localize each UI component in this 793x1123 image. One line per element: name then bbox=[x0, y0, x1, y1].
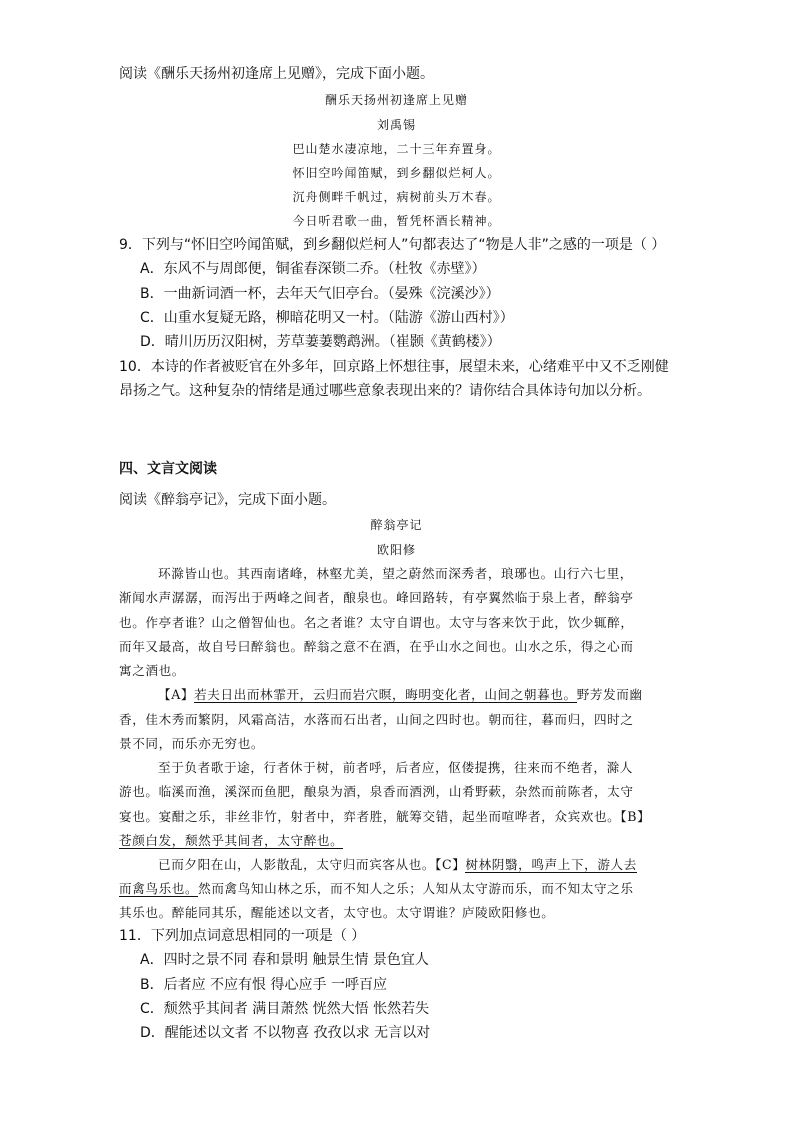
essay-line: 环滁皆山也。其西南诸峰，林壑尤美，望之蔚然而深秀者，琅琊也。山行六七里， bbox=[158, 566, 633, 581]
question-11-option-d: D．醒能述以文者 不以物喜 孜孜以求 无言以对 bbox=[140, 1025, 431, 1041]
essay-line bbox=[119, 879, 634, 899]
essay-title: 醉翁亭记 bbox=[370, 518, 423, 532]
essay-text: 野芳发而幽 bbox=[576, 687, 643, 702]
question-11-stem: 11．下列加点词意思相同的一项是（ ） bbox=[119, 928, 366, 944]
question-11-option-c: C．颓然乎其间者 满目萧然 恍然大悟 怅然若失 bbox=[140, 1001, 430, 1017]
underlined-sentence-a: 若夫日出而林霏开，云归而岩穴暝，晦明变化者，山间之朝暮也。 bbox=[194, 687, 577, 702]
essay-author: 欧阳修 bbox=[376, 543, 416, 557]
essay-line: 而年又最高，故自号曰醉翁也。醉翁之意不在酒，在乎山水之间也。山水之乐，得之心而 bbox=[119, 639, 634, 654]
essay-text: 然而禽鸟知山林之乐，而不知人之乐；人知从太守游而乐，而不知太守之乐 bbox=[198, 881, 634, 896]
essay-text: 已而夕阳在山，人影散乱，太守归而宾客从也。【C】 bbox=[158, 857, 466, 872]
essay-line bbox=[158, 685, 643, 705]
underlined-sentence-c-end: 而禽鸟乐也。 bbox=[119, 881, 199, 896]
poem-line: 沉舟侧畔千帆过，病树前头万木春。 bbox=[292, 190, 501, 204]
question-11-option-b: B．后者应 不应有恨 得心应手 一呼百应 bbox=[140, 977, 387, 993]
essay-line bbox=[158, 855, 637, 875]
question-11-option-a: A．四时之景不同 春和景明 触景生情 景色宜人 bbox=[140, 952, 429, 968]
essay-line: 景不同，而乐亦无穷也。 bbox=[119, 736, 265, 751]
poem-line: 怀旧空吟闻笛赋，到乡翻似烂柯人。 bbox=[292, 166, 501, 180]
essay-line: 其乐也。醉能同其乐，醒能述以文者，太守也。太守谓谁？庐陵欧阳修也。 bbox=[119, 905, 555, 920]
essay-line: 渐闻水声潺潺，而泻出于两峰之间者，酿泉也。峰回路转，有亭翼然临于泉上者，醉翁亭 bbox=[119, 590, 634, 605]
essay-line: 宴也。宴酣之乐，非丝非竹，射者中，弈者胜，觥筹交错，起坐而喧哗者，众宾欢也。【B】 bbox=[119, 809, 651, 824]
question-10-line: 10．本诗的作者被贬官在外多年，回京路上怀想往事，展望未来，心绪难平中又不乏刚健 bbox=[119, 359, 669, 375]
question-10-line: 昂扬之气。这种复杂的情绪是通过哪些意象表现出来的？请你结合具体诗句加以分析。 bbox=[119, 383, 651, 399]
poem-title: 酬乐天扬州初逢席上见赠 bbox=[324, 93, 468, 107]
essay-line: 至于负者歌于途，行者休于树，前者呼，后者应，伛偻提携，往来而不绝者，滁人 bbox=[158, 760, 633, 775]
poem-line: 巴山楚水凄凉地，二十三年弃置身。 bbox=[292, 142, 501, 156]
section-heading: 四、文言文阅读 bbox=[119, 461, 217, 477]
essay-line: 游也。临溪而渔，溪深而鱼肥，酿泉为酒，泉香而酒洌，山肴野蔌，杂然而前陈者，太守 bbox=[119, 784, 634, 799]
poem-author: 刘禹锡 bbox=[376, 118, 416, 132]
essay-line: 香，佳木秀而繁阴，风霜高洁，水落而石出者，山间之四时也。朝而往，暮而归，四时之 bbox=[119, 712, 634, 727]
question-9-option-a: A．东风不与周郎便，铜雀春深锁二乔。（杜牧《赤壁》） bbox=[140, 261, 486, 277]
question-9-option-d: D．晴川历历汉阳树，芳草萋萋鹦鹉洲。（崔颢《黄鹤楼》） bbox=[140, 334, 501, 350]
essay-line: 也。作亭者谁？山之僧智仙也。名之者谁？太守自谓也。太守与客来饮于此，饮少辄醉， bbox=[119, 615, 634, 630]
question-9-option-c: C．山重水复疑无路，柳暗花明又一村。（陆游《游山西村》） bbox=[140, 310, 514, 326]
poem-line: 今日听君歌一曲，暂凭杯酒长精神。 bbox=[292, 214, 501, 228]
underlined-sentence-b: 苍颜白发，颓然乎其间者，太守醉也。 bbox=[119, 833, 344, 848]
essay-line bbox=[119, 831, 343, 851]
intro-essay: 阅读《醉翁亭记》，完成下面小题。 bbox=[119, 492, 336, 508]
mark-a: 【A】 bbox=[158, 687, 195, 702]
underlined-sentence-c: 树林阴翳，鸣声上下，游人去 bbox=[465, 857, 637, 872]
intro-poem: 阅读《酬乐天扬州初逢席上见赠》，完成下面小题。 bbox=[119, 66, 434, 82]
question-9-stem: 9．下列与“怀旧空吟闻笛赋，到乡翻似烂柯人”句都表达了“物是人非”之感的一项是（ ） bbox=[119, 237, 666, 253]
essay-line: 寓之酒也。 bbox=[119, 663, 185, 678]
question-9-option-b: B．一曲新词酒一杯，去年天气旧亭台。（晏殊《浣溪沙》） bbox=[140, 286, 500, 302]
